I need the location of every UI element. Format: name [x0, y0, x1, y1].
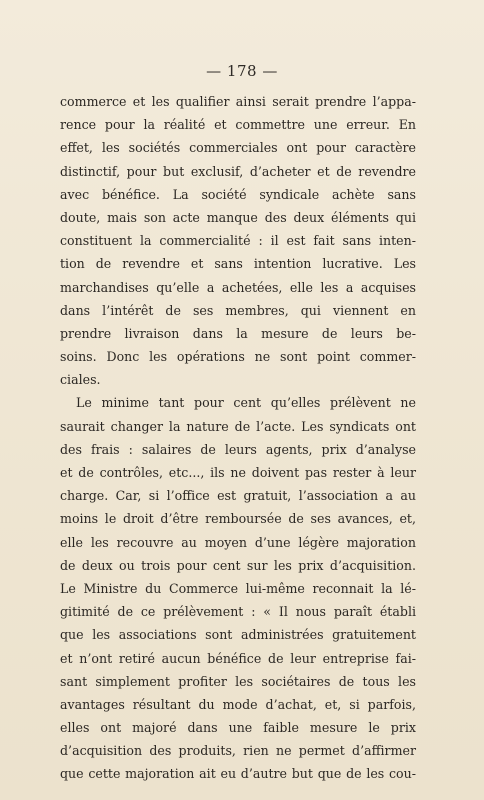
- text-line: prendre livraison dans la mesure de leurs be-: [60, 325, 416, 341]
- text-line: soins. Donc les opérations ne sont point commer-: [60, 349, 416, 365]
- text-line: dans l’intérêt de ses membres, qui viennent en: [60, 302, 416, 318]
- text-line: Le Ministre du Commerce lui-même reconnait la lé-: [60, 580, 416, 596]
- text-line: et de contrôles, etc..., ils ne doivent pas rester à leur: [60, 465, 416, 480]
- text-line: que cette majoration ait eu d’autre but que de les cou-: [60, 766, 416, 782]
- paragraph-2: [60, 391, 416, 785]
- text-line: charge. Car, si l’office est gratuit, l’association a au: [60, 488, 416, 504]
- body-text: [60, 90, 416, 786]
- page-number: — 178 —: [206, 62, 278, 80]
- text-line: ciales.: [60, 372, 101, 388]
- text-line: sant simplement profiter les sociétaires de tous les: [60, 673, 416, 689]
- text-line: marchandises qu’elle a achetées, elle les a acquises: [60, 279, 416, 295]
- text-line: constituent la commercialité : il est fait sans inten-: [60, 233, 416, 249]
- text-line: des frais : salaires de leurs agents, prix d’analyse: [60, 441, 416, 457]
- text-line: gitimité de ce prélèvement : « Il nous paraît établi: [60, 604, 416, 620]
- text-line: elles ont majoré dans une faible mesure le prix: [60, 720, 416, 736]
- text-line: de deux ou trois pour cent sur les prix d’acquisition.: [60, 557, 416, 573]
- text-line: d’acquisition des produits, rien ne permet d’affirmer: [60, 743, 416, 759]
- text-line: saurait changer la nature de l’acte. Les syndicats ont: [60, 418, 416, 434]
- text-line: et n’ont retiré aucun bénéfice de leur entreprise fai-: [60, 650, 416, 666]
- text-line: commerce et les qualifier ainsi serait prendre l’appa-: [60, 94, 416, 109]
- text-line: distinctif, pour but exclusif, d’acheter et de revendre: [60, 163, 416, 179]
- text-line: effet, les sociétés commerciales ont pour caractère: [60, 140, 416, 156]
- text-line: avantages résultant du mode d’achat, et, si parfois,: [60, 696, 416, 712]
- text-line: Le minime tant pour cent qu’elles prélèvent ne: [76, 395, 416, 411]
- text-line: moins le droit d’être remboursée de ses avances, et,: [60, 511, 416, 527]
- text-line: tion de revendre et sans intention lucrative. Les: [60, 256, 416, 272]
- text-line: rence pour la réalité et commettre une erreur. En: [60, 117, 416, 133]
- text-line: elle les recouvre au moyen d’une légère majoration: [60, 534, 416, 550]
- text-line: que les associations sont administrées gratuitement: [60, 627, 416, 643]
- text-line: avec bénéfice. La société syndicale achète sans: [60, 186, 416, 202]
- text-line: doute, mais son acte manque des deux éléments qui: [60, 209, 416, 225]
- paragraph-1: [60, 90, 416, 391]
